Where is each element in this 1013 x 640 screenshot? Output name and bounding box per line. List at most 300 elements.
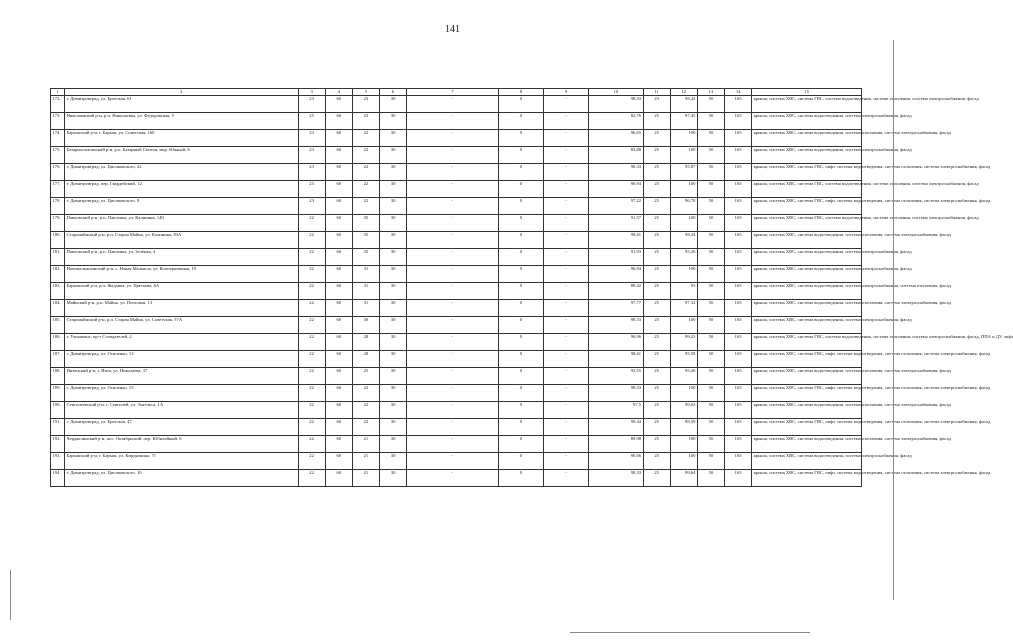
table-cell: 89,98 <box>589 436 643 453</box>
table-cell: 183. <box>51 283 65 300</box>
table-row <box>51 147 862 164</box>
table-cell: 50 <box>697 470 724 487</box>
table-cell: 23 <box>643 96 670 113</box>
table-cell: 165 <box>725 351 752 368</box>
table-cell: 98,61 <box>589 351 643 368</box>
table-cell: 98,33 <box>589 317 643 334</box>
address-cell: г. Димитровград, ул. Осипенко, 13 <box>65 351 298 368</box>
table-cell: 30 <box>379 368 406 385</box>
table-header-row <box>51 89 862 96</box>
table-cell: - <box>543 215 588 232</box>
works-cell: крыша, система ХВС, система ГВС, лифт, система водоотведения, система отопления, система электроснабжения, фасад <box>752 351 862 368</box>
table-cell: - <box>543 402 588 419</box>
works-cell: крыша, система ХВС, система ГВС, лифт, система водоотведения, система отопления, система электроснабжения, фасад <box>752 164 862 181</box>
table-cell: 22 <box>352 402 379 419</box>
table-cell: 187. <box>51 351 65 368</box>
table-cell: 100 <box>670 453 697 470</box>
table-cell: 50 <box>697 198 724 215</box>
table-cell: - <box>407 419 499 436</box>
table-cell: 25 <box>643 317 670 334</box>
table-cell: 91,93 <box>589 249 643 266</box>
column-header: 11 <box>643 89 670 96</box>
table-cell: 0 <box>498 334 543 351</box>
table-row <box>51 385 862 402</box>
table-row <box>51 198 862 215</box>
table-cell: - <box>407 368 499 385</box>
table-cell: 165 <box>725 436 752 453</box>
table-cell: - <box>407 317 499 334</box>
address-cell: г. Димитровград, ул. Циолковского, 10 <box>65 470 298 487</box>
table-cell: 96,78 <box>670 198 697 215</box>
table-cell: 98,61 <box>589 232 643 249</box>
table-cell: 60 <box>325 181 352 198</box>
table-cell: 25 <box>643 198 670 215</box>
table-cell: - <box>543 419 588 436</box>
table-cell: 22 <box>298 334 325 351</box>
table-cell: 98,34 <box>670 232 697 249</box>
table-cell: - <box>543 130 588 147</box>
table-cell: 30 <box>379 419 406 436</box>
works-cell: крыша, система ХВС, система водоотведения, система отопления, система электроснабжения, фасад <box>752 130 862 147</box>
table-cell: 25 <box>643 181 670 198</box>
table-cell: - <box>543 300 588 317</box>
table-cell: 22 <box>298 402 325 419</box>
table-cell: 184. <box>51 300 65 317</box>
scan-edge-mark <box>10 570 11 620</box>
table-cell: 97,45 <box>670 113 697 130</box>
table-cell: 191. <box>51 419 65 436</box>
address-cell: Новомалыклинский р-н, с. Новая Малыкла, ул. Кооперативная, 19 <box>65 266 298 283</box>
address-cell: Базарносызганский р-н, р.п. Базарный Сызган, мкр. Южный, 8 <box>65 147 298 164</box>
table-cell: 22 <box>298 470 325 487</box>
table-cell: 0 <box>498 130 543 147</box>
table-cell: 50 <box>697 181 724 198</box>
table-cell: 30 <box>352 317 379 334</box>
table-cell: 60 <box>325 164 352 181</box>
table-cell: 97,22 <box>589 198 643 215</box>
table-cell: 25 <box>643 283 670 300</box>
table-cell: 22 <box>298 351 325 368</box>
table-cell: 25 <box>643 436 670 453</box>
table-cell: 23 <box>298 130 325 147</box>
table-cell: - <box>543 334 588 351</box>
table-cell: - <box>407 402 499 419</box>
table-cell: 98,33 <box>589 470 643 487</box>
address-cell: Павловский р-н, р.п. Павловка, ул. Зелёная, 4 <box>65 249 298 266</box>
works-cell: крыша, система ХВС, система ГВС, система водоотведения, система отопления, система электроснабжения, фасад, ППА и ДУ, лифт <box>752 334 862 351</box>
table-cell: 25 <box>643 470 670 487</box>
table-cell: 22 <box>298 453 325 470</box>
table-row <box>51 368 862 385</box>
table-cell: 30 <box>379 215 406 232</box>
table-cell: - <box>543 283 588 300</box>
address-cell: Барышский р-н, р.п. Жадовка, ул. Цветкова, 6А <box>65 283 298 300</box>
table-cell: 165 <box>725 334 752 351</box>
address-cell: г. Димитровград, ул. Циолковского, 8 <box>65 198 298 215</box>
table-cell: 98,33 <box>589 385 643 402</box>
table-cell: 178. <box>51 198 65 215</box>
table-cell: 98,33 <box>589 164 643 181</box>
table-cell: 165 <box>725 266 752 283</box>
table-cell: 173. <box>51 113 65 130</box>
table-cell: - <box>543 470 588 487</box>
table-row <box>51 470 862 487</box>
table-cell: 22 <box>298 266 325 283</box>
table-cell: 95,26 <box>670 249 697 266</box>
table-cell: 93,55 <box>589 368 643 385</box>
table-cell: 25 <box>643 385 670 402</box>
table-cell: 165 <box>725 232 752 249</box>
table-cell: - <box>407 300 499 317</box>
table-cell: - <box>543 113 588 130</box>
table-row <box>51 317 862 334</box>
works-cell: крыша, система ХВС, система водоотведения, система отопления, система электроснабжения, фасад <box>752 402 862 419</box>
table-cell: 98,42 <box>670 96 697 113</box>
table-cell: 60 <box>325 113 352 130</box>
table-row <box>51 283 862 300</box>
table-cell: 95,87 <box>670 164 697 181</box>
table-row <box>51 266 862 283</box>
table-cell: 83,88 <box>589 147 643 164</box>
table-cell: 25 <box>643 164 670 181</box>
table-cell: 23 <box>352 96 379 113</box>
table-cell: 30 <box>379 266 406 283</box>
table-cell: 22 <box>352 147 379 164</box>
column-header: 1 <box>51 89 65 96</box>
table-cell: 35 <box>352 232 379 249</box>
table-cell: 179. <box>51 215 65 232</box>
table-cell: 165 <box>725 181 752 198</box>
table-cell: 50 <box>697 453 724 470</box>
table-cell: 95,46 <box>670 368 697 385</box>
table-cell: 0 <box>498 436 543 453</box>
table-row <box>51 164 862 181</box>
table-cell: 0 <box>498 198 543 215</box>
works-cell: крыша, система ХВС, система ГВС, лифт, система водоотведения, система отопления, система электроснабжения, фасад <box>752 385 862 402</box>
table-cell: 50 <box>697 368 724 385</box>
works-cell: крыша, система ХВС, система водоотведения, система электроснабжения, фасад <box>752 317 862 334</box>
works-cell: крыша, система ХВС, система водоотведения, система отопления, система электроснабжения, фасад <box>752 232 862 249</box>
table-cell: 22 <box>352 130 379 147</box>
table-cell: 0 <box>498 164 543 181</box>
table-cell: 60 <box>325 470 352 487</box>
table-cell: 30 <box>379 402 406 419</box>
table-cell: 0 <box>498 215 543 232</box>
table-row <box>51 351 862 368</box>
table-cell: 23 <box>352 113 379 130</box>
table-cell: 165 <box>725 130 752 147</box>
table-row <box>51 419 862 436</box>
address-cell: г. Димитровград, ул. Осипенко, 15 <box>65 385 298 402</box>
address-cell: Инзенский р-н, г. Инза, ул. Николаева, 37 <box>65 368 298 385</box>
table-cell: 180. <box>51 232 65 249</box>
table-cell: 60 <box>325 351 352 368</box>
works-cell: крыша, система ХВС, система ГВС, система водоотведения, система отопления, система электроснабжения, фасад <box>752 181 862 198</box>
table-cell: 50 <box>697 266 724 283</box>
table-cell: 50 <box>697 215 724 232</box>
works-cell: крыша, система ХВС, система водоотведения, система электроснабжения, фасад <box>752 113 862 130</box>
table-cell: 0 <box>498 300 543 317</box>
table-cell: 176. <box>51 164 65 181</box>
works-cell: крыша, система ХВС, система водоотведения, система электроснабжения, фасад <box>752 249 862 266</box>
table-cell: 21 <box>352 470 379 487</box>
table-cell: 188. <box>51 368 65 385</box>
table-cell: - <box>407 283 499 300</box>
works-cell: крыша, система ХВС, система ГВС, лифт, система водоотведения, система отопления, система электроснабжения, фасад <box>752 419 862 436</box>
works-cell: крыша, система ХВС, система водоотведения, система отопления, система электроснабжения, фасад <box>752 300 862 317</box>
table-cell: 0 <box>498 351 543 368</box>
column-header: 4 <box>325 89 352 96</box>
table-cell: 30 <box>379 232 406 249</box>
table-cell: - <box>407 266 499 283</box>
table-cell: 21 <box>352 436 379 453</box>
table-cell: 28 <box>352 334 379 351</box>
data-table <box>50 88 1013 487</box>
table-cell: 30 <box>379 436 406 453</box>
table-cell: 95,58 <box>670 351 697 368</box>
table-cell: 60 <box>325 96 352 113</box>
table-cell: 100 <box>670 215 697 232</box>
table-cell: 50 <box>697 317 724 334</box>
column-header: 10 <box>589 89 643 96</box>
table-cell: 30 <box>379 283 406 300</box>
table-cell: 30 <box>379 249 406 266</box>
column-header: 8 <box>498 89 543 96</box>
table-cell: - <box>543 351 588 368</box>
address-cell: Николаевский р-н, р.п. Николаевка, ул. Федоровская, 5 <box>65 113 298 130</box>
table-cell: - <box>407 130 499 147</box>
table-cell: 25 <box>643 368 670 385</box>
table-cell: 181. <box>51 249 65 266</box>
works-cell: крыша, система ХВС, система водоотведения, система отопления, система электроснабжения, фасад <box>752 436 862 453</box>
table-cell: 23 <box>298 181 325 198</box>
table-cell: 60 <box>325 334 352 351</box>
table-cell: 30 <box>379 300 406 317</box>
table-cell: 0 <box>498 470 543 487</box>
table-body <box>51 96 1013 487</box>
works-cell: крыша, система ХВС, система водоотведения, система электроснабжения, фасад <box>752 266 862 283</box>
address-cell: Чердаклинский р-н, пос. Октябрьский, пер. Юбилейный, 6 <box>65 436 298 453</box>
table-cell: 0 <box>498 317 543 334</box>
table-cell: 22 <box>298 368 325 385</box>
table-cell: 35 <box>352 249 379 266</box>
table-cell: 22 <box>298 385 325 402</box>
table-cell: 30 <box>379 96 406 113</box>
table-cell: - <box>543 385 588 402</box>
table-cell: 30 <box>379 385 406 402</box>
table-cell: 185. <box>51 317 65 334</box>
table-cell: 60 <box>325 402 352 419</box>
table-cell: 25 <box>643 249 670 266</box>
table-cell: - <box>407 198 499 215</box>
table-cell: 25 <box>643 453 670 470</box>
address-cell: Сенгилеевский р-н, г. Сенгилей, ул. Энгельса, 1А <box>65 402 298 419</box>
table-cell: 165 <box>725 317 752 334</box>
table-cell: - <box>407 147 499 164</box>
table-cell: - <box>543 181 588 198</box>
table-cell: - <box>407 351 499 368</box>
table-cell: 50 <box>697 130 724 147</box>
table-cell: 60 <box>325 300 352 317</box>
table-cell: 50 <box>697 300 724 317</box>
table-cell: 25 <box>643 334 670 351</box>
table-cell: 97,5 <box>589 402 643 419</box>
table-cell: 189. <box>51 385 65 402</box>
table-cell: 25 <box>643 402 670 419</box>
address-cell: Павловский р-н, р.п. Павловка, ул. Калинина, 140 <box>65 215 298 232</box>
table-cell: 165 <box>725 113 752 130</box>
table-cell: 96,65 <box>589 130 643 147</box>
table-cell: 50 <box>697 232 724 249</box>
column-header: 14 <box>725 89 752 96</box>
table-cell: - <box>407 232 499 249</box>
table-cell: 165 <box>725 385 752 402</box>
page-number: 141 <box>445 24 460 35</box>
table-cell: 23 <box>298 96 325 113</box>
address-cell: Майнский р-н, р.п. Майна, ул. Почтовая, 13 <box>65 300 298 317</box>
column-header: 7 <box>407 89 499 96</box>
table-cell: 186. <box>51 334 65 351</box>
table-cell: 22 <box>298 436 325 453</box>
table-cell: - <box>543 453 588 470</box>
table-cell: - <box>543 249 588 266</box>
table-cell: 0 <box>498 419 543 436</box>
table-cell: - <box>543 266 588 283</box>
table-cell: 91,57 <box>589 215 643 232</box>
column-header: 15 <box>752 89 862 96</box>
table-cell: 30 <box>379 198 406 215</box>
table-cell: 30 <box>379 453 406 470</box>
column-header: 5 <box>352 89 379 96</box>
table-cell: 22 <box>298 419 325 436</box>
table-cell: 165 <box>725 215 752 232</box>
table-cell: 25 <box>643 147 670 164</box>
table-cell: 60 <box>325 266 352 283</box>
table-cell: 100 <box>670 436 697 453</box>
table-cell: 60 <box>325 453 352 470</box>
table-cell: 100 <box>670 385 697 402</box>
works-cell: крыша, система ХВС, система водоотведения, система электроснабжения, система отопления, фасад <box>752 283 862 300</box>
table-cell: - <box>407 470 499 487</box>
table-cell: 192. <box>51 436 65 453</box>
column-header: 13 <box>697 89 724 96</box>
table-cell: 22 <box>352 181 379 198</box>
table-cell: 165 <box>725 249 752 266</box>
table-cell: 165 <box>725 164 752 181</box>
table-row <box>51 113 862 130</box>
table-cell: 100 <box>670 317 697 334</box>
table-cell: 30 <box>379 334 406 351</box>
table-cell: 60 <box>325 368 352 385</box>
scan-edge-mark <box>893 40 894 600</box>
table-cell: 50 <box>697 351 724 368</box>
table-row <box>51 96 862 113</box>
table-row <box>51 249 862 266</box>
table-cell: - <box>543 368 588 385</box>
address-cell: Старомайнский р-н, р.п. Старая Майна, ул. Советская, 57А <box>65 317 298 334</box>
column-header: 2 <box>65 89 298 96</box>
works-cell: крыша, система ХВС, система водоотведения, система отопления, система электроснабжения, фасад <box>752 368 862 385</box>
table-cell: 22 <box>352 385 379 402</box>
address-cell: г. Димитровград, ул. Братская, 47 <box>65 419 298 436</box>
table-cell: 31 <box>352 283 379 300</box>
table-cell: - <box>407 334 499 351</box>
table-cell: 25 <box>643 266 670 283</box>
table-row <box>51 181 862 198</box>
table-cell: 0 <box>498 385 543 402</box>
table-row <box>51 130 862 147</box>
table-cell: 31 <box>352 300 379 317</box>
table-cell: 98,59 <box>670 419 697 436</box>
table-cell: 21 <box>352 453 379 470</box>
table-cell: 50 <box>697 385 724 402</box>
table-cell: 25 <box>643 419 670 436</box>
table-cell: 50 <box>697 283 724 300</box>
table-cell: 31 <box>352 266 379 283</box>
column-header: 12 <box>670 89 697 96</box>
table-cell: 60 <box>325 215 352 232</box>
table-cell: 97,32 <box>670 300 697 317</box>
scan-edge-mark <box>570 632 810 633</box>
table-cell: - <box>407 453 499 470</box>
table-cell: - <box>407 164 499 181</box>
address-cell: Старомайнский р-н, р.п. Старая Майна, ул. Калинина, 83А <box>65 232 298 249</box>
table-cell: 89,42 <box>589 283 643 300</box>
table-cell: 23 <box>298 164 325 181</box>
table-row <box>51 453 862 470</box>
column-header: 6 <box>379 89 406 96</box>
table-cell: 25 <box>643 300 670 317</box>
works-cell: крыша, система ХВС, система ГВС, система водоотведения, система отопления, система электроснабжения, фасад <box>752 96 862 113</box>
table-cell: 30 <box>379 351 406 368</box>
address-cell: Барышский р-н, г. Барыш, ул. Советская, 160 <box>65 130 298 147</box>
table-cell: 0 <box>498 181 543 198</box>
table-cell: 100 <box>670 130 697 147</box>
table-cell: 0 <box>498 232 543 249</box>
table-cell: 25 <box>643 215 670 232</box>
table-cell: 177. <box>51 181 65 198</box>
table-cell: 99,23 <box>670 334 697 351</box>
table-cell: 30 <box>379 147 406 164</box>
table-cell: 96,96 <box>589 334 643 351</box>
table-cell: 22 <box>352 164 379 181</box>
table-cell: 0 <box>498 113 543 130</box>
table-cell: 163 <box>725 198 752 215</box>
table-cell: 165 <box>725 147 752 164</box>
table-cell: 22 <box>298 317 325 334</box>
column-header: 3 <box>298 89 325 96</box>
table-cell: 60 <box>325 147 352 164</box>
table-cell: 60 <box>325 317 352 334</box>
table-cell: 25 <box>298 113 325 130</box>
table-cell: - <box>543 164 588 181</box>
table-cell: - <box>407 215 499 232</box>
table-cell: 165 <box>725 470 752 487</box>
works-cell: крыша, система ХВС, система ГВС, лифт, система водоотведения, система отопления, система электроснабжения, фасад <box>752 198 862 215</box>
table-cell: 190. <box>51 402 65 419</box>
table-cell: 50 <box>697 249 724 266</box>
table-cell: 194. <box>51 470 65 487</box>
table-cell: 22 <box>298 249 325 266</box>
table-cell: 28 <box>352 351 379 368</box>
table-cell: 0 <box>498 283 543 300</box>
table-cell: 99,03 <box>670 402 697 419</box>
table-cell: 22 <box>352 419 379 436</box>
table-cell: 30 <box>379 113 406 130</box>
table-cell: - <box>543 147 588 164</box>
table-row <box>51 232 862 249</box>
table-cell: - <box>407 436 499 453</box>
